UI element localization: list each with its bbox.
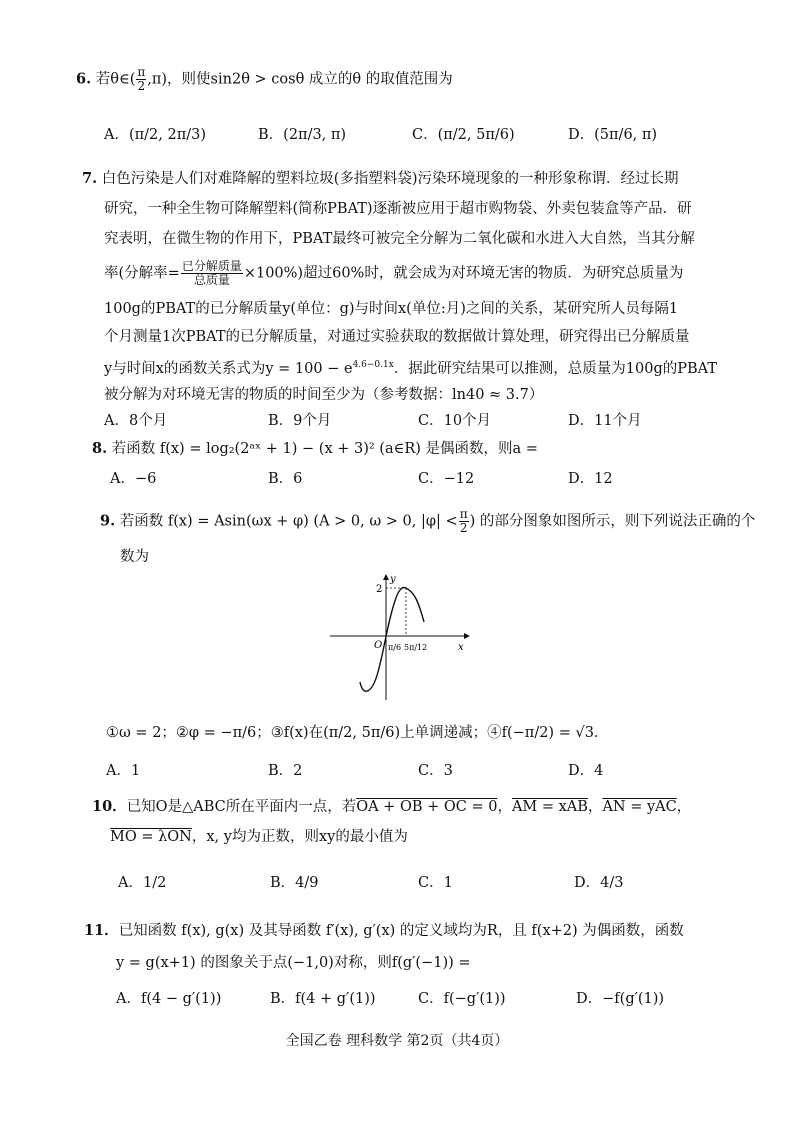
option-c[interactable]: C．10个月 [418, 413, 492, 429]
question-11-line-1: 11．已知函数 f(x), g(x) 及其导函数 f′(x), g′(x) 的定义域均为R，且 f(x+2) 为偶函数，函数 [84, 922, 684, 939]
question-number: 7. [82, 170, 98, 187]
x-axis-label: x [458, 642, 464, 653]
option-d[interactable]: D．12 [568, 471, 613, 487]
question-7-line-2: 研究，一种全生物可降解塑料(简称PBAT)逐渐被应用于超市购物袋、外卖包装盒等产品．研 [104, 201, 692, 217]
question-10-line-2: MO = λON，x, y均为正数，则xy的最小值为 [110, 829, 408, 845]
option-b[interactable]: B．4/9 [270, 875, 319, 891]
question-8-stem: 8. 若函数 f(x) = log₂(2ᵃˣ + 1) − (x + 3)² (a∈R) 是偶函数，则a = [92, 440, 538, 457]
question-11-line-2: y = g(x+1) 的图象关于点(−1,0)对称，则f(g′(−1)) = [116, 955, 471, 971]
peak-label: 2 [376, 584, 383, 595]
vector-equation: AM = xAB [511, 799, 588, 815]
option-b[interactable]: B．6 [268, 471, 303, 487]
fraction: $\frac{\text{已分解质量}}{\text{总质量}}$ [181, 259, 242, 287]
question-number: 10． [92, 798, 127, 815]
question-number: 8. [92, 440, 108, 457]
option-c[interactable]: C．3 [418, 763, 453, 779]
option-a[interactable]: A．1 [106, 763, 141, 779]
option-b[interactable]: B．f(4 + g′(1)) [270, 991, 376, 1007]
option-c[interactable]: C．f(−g′(1)) [418, 991, 506, 1007]
vector-equation: AN = yAC [602, 799, 677, 815]
fraction: $\frac{\pi}{2}$ [137, 65, 146, 93]
option-b[interactable]: B．9个月 [268, 413, 332, 429]
sine-curve [360, 588, 424, 692]
question-7-line-7: y与时间x的函数关系式为$y = 100 - e^{4.6-0.1x}$．据此研究结果可以推测，总质量为100g的PBAT [104, 360, 718, 377]
question-9-statements: ①ω = 2；②φ = −π/6；③f(x)在(π/2, 5π/6)上单调递减；④f(−π/2) = √3． [106, 725, 609, 741]
question-7-line-6: 个月测量1次PBAT的已分解质量，对通过实验获取的数据做计算处理，研究得出已分解质量 [104, 329, 690, 345]
question-7-line-4: 率(分解率= $\frac{\text{已分解质量}}{\text{总质量}}$ ×100%)超过60%时，就会成为对环境无害的物质．为研究总质量为 [104, 259, 684, 287]
option-b[interactable]: B．2 [268, 763, 303, 779]
option-d[interactable]: D．−f(g′(1)) [576, 991, 665, 1007]
page-footer: 全国乙卷 理科数学 第2页（共4页） [285, 1033, 509, 1049]
option-d[interactable]: D．4 [568, 763, 604, 779]
option-c[interactable]: C．−12 [418, 471, 475, 487]
vector-equation: OA + OB + OC = 0 [356, 799, 498, 815]
tick-5pi-12: 5π/12 [404, 643, 428, 652]
option-c[interactable]: C．1 [418, 875, 453, 891]
option-b[interactable]: B．(2π/3, π) [258, 127, 347, 143]
tick-pi-6: π/6 [388, 643, 402, 652]
option-d[interactable]: D．11个月 [568, 413, 642, 429]
question-10-line-1: 10．已知O是△ABC所在平面内一点，若OA + OB + OC = 0，AM = xAB，AN = yAC， [92, 798, 692, 815]
option-a[interactable]: A．f(4 − g′(1)) [116, 991, 222, 1007]
question-6-stem: 6. 若θ∈( $\frac{\pi}{2}$ ,π)，则使sin2θ > cosθ 成立的θ 的取值范围为 [76, 65, 453, 93]
question-number: 6. [76, 70, 92, 88]
y-axis-label: y [390, 574, 396, 585]
question-number: 11． [84, 922, 119, 939]
fraction: $\frac{\pi}{2}$ [459, 507, 468, 535]
option-a[interactable]: A．(π/2, 2π/3) [104, 127, 207, 143]
question-9-line-2: 数为 [120, 549, 149, 565]
question-7-line-5: 100g的PBAT的已分解质量y(单位：g)与时间x(单位:月)之间的关系，某研究所人员每隔1 [104, 301, 679, 317]
origin-label: O [374, 640, 383, 651]
question-7-line-8: 被分解为对环境无害的物质的时间至少为（参考数据：ln40 ≈ 3.7） [104, 387, 544, 403]
option-a[interactable]: A．−6 [110, 471, 157, 487]
option-d[interactable]: D．(5π/6, π) [568, 127, 658, 143]
option-a[interactable]: A．1/2 [118, 875, 167, 891]
question-7-line-3: 究表明，在微生物的作用下，PBAT最终可被完全分解为二氧化碳和水进入大自然，当其分解 [104, 231, 695, 247]
x-axis-arrow [464, 633, 470, 639]
option-a[interactable]: A．8个月 [104, 413, 168, 429]
question-7-line-1: 7. 白色污染是人们对难降解的塑料垃圾(多指塑料袋)污染环境现象的一种形象称谓．经过长期 [82, 170, 679, 187]
y-axis-arrow [383, 574, 389, 580]
question-9-stem: 9. 若函数 f(x) = Asin(ωx + φ) (A > 0, ω > 0, |φ| < $\frac{\pi}{2}$ ) 的部分图象如图所示，则下列说法正确的个 [100, 507, 756, 535]
option-c[interactable]: C．(π/2, 5π/6) [412, 127, 515, 143]
vector-equation: MO = λON [110, 829, 192, 845]
option-d[interactable]: D．4/3 [574, 875, 624, 891]
question-number: 9. [100, 512, 116, 530]
sine-graph [330, 572, 470, 702]
